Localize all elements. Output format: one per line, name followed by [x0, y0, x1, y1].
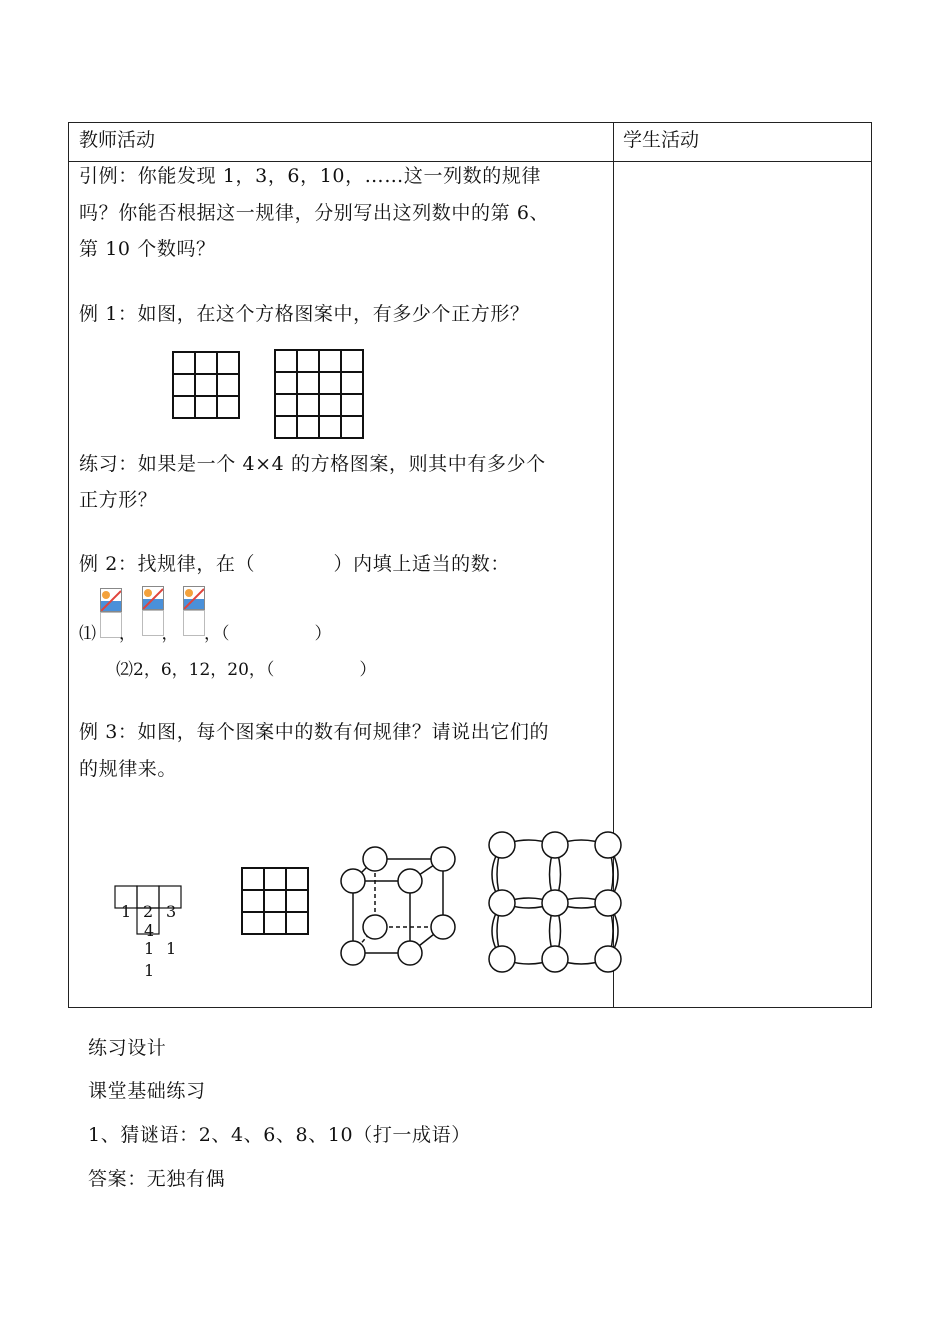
- example-1: 例 1：如图，在这个方格图案中，有多少个正方形？: [79, 303, 530, 325]
- intro-line-1: 引例：你能发现 1，3，6，10，……这一列数的规律: [79, 165, 542, 187]
- classroom-basic-heading: 课堂基础练习: [88, 1080, 206, 1102]
- grid-4x4-figure: [274, 349, 366, 441]
- fig-number-4: 4: [144, 921, 155, 940]
- header-teacher: 教师活动: [79, 129, 156, 151]
- lesson-table: [68, 122, 872, 1008]
- practice-design-heading: 练习设计: [88, 1037, 167, 1059]
- grid-3x3-figure-2: [241, 867, 311, 937]
- riddle-question: 1、猜谜语：2、4、6、8、10（打一成语）: [88, 1124, 471, 1146]
- intro-line-2: 吗？你能否根据这一规律，分别写出这列数中的第 6、: [79, 202, 550, 224]
- seq-1-label: ⑴: [79, 624, 96, 644]
- practice-line-1: 练习：如果是一个 4×4 的方格图案，则其中有多少个: [79, 453, 546, 475]
- practice-line-2: 正方形？: [79, 489, 158, 511]
- riddle-answer: 答案：无独有偶: [88, 1168, 226, 1190]
- header-student: 学生活动: [623, 129, 700, 151]
- fig-number-1: 1: [121, 902, 132, 921]
- example-3-line-1: 例 3：如图，每个图案中的数有何规律？请说出它们的: [79, 721, 550, 743]
- fig-number-5: 1: [144, 939, 155, 958]
- example-2: 例 2：找规律，在（ ）内填上适当的数：: [79, 553, 510, 575]
- example-3-line-2: 的规律来。: [79, 758, 178, 780]
- seq-2: ⑵2，6，12，20，（ ）: [116, 660, 377, 680]
- fig-number-2: 2: [143, 902, 154, 921]
- grid-3x3-figure: [172, 351, 242, 421]
- cube-circles-figure: [337, 843, 459, 967]
- circle-network-figure: [484, 827, 626, 975]
- seq-1-tail: ， ， ，（ ）: [119, 624, 332, 644]
- fig-number-3: 3: [166, 902, 177, 921]
- fig-number-6: 1: [166, 939, 177, 958]
- intro-line-3: 第 10 个数吗？: [79, 238, 216, 260]
- fig-number-7: 1: [144, 961, 155, 980]
